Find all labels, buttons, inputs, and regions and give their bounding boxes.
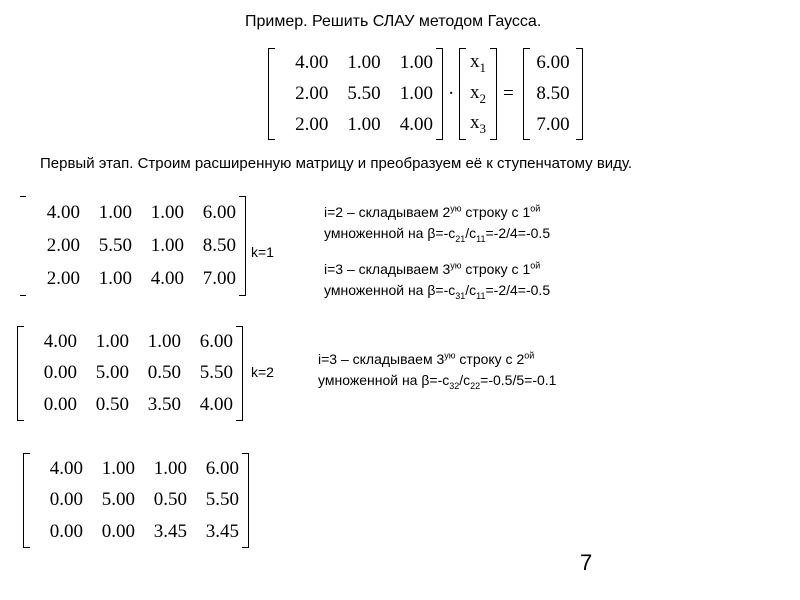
matrix-cell: 0.00 <box>49 489 83 511</box>
matrix-cell: 4.00 <box>199 394 233 416</box>
matrix-cell: 5.50 <box>98 234 132 256</box>
matrix-cell: 0.00 <box>101 521 135 543</box>
matrix-cell: 5.00 <box>95 362 129 384</box>
note-k2-i3: i=3 – складываем $3^{ую}$ строку с $2^{ой}$ умноженной на $\beta=-c_{32}/c_{22}=-0.5/5=-0.1$ <box>318 350 557 391</box>
matrix-cell: 5.50 <box>205 489 239 511</box>
matrix-cell: 4.00 <box>295 52 329 74</box>
matrix-cell: 7.00 <box>202 268 236 290</box>
matrix-cell: 1.00 <box>150 201 184 223</box>
matrix-cell: 1.00 <box>399 52 433 74</box>
matrix-cell: 1.00 <box>399 82 433 104</box>
step-label-k2: k=2 <box>251 364 274 380</box>
matrix-cell: 0.00 <box>49 521 83 543</box>
matrix-cell: 4.00 <box>150 268 184 290</box>
matrix-cell: 0.50 <box>153 489 187 511</box>
matrix-cell: 1.00 <box>95 330 129 352</box>
matrix-cell: 1.00 <box>101 457 135 479</box>
matrix-cell: 1.00 <box>150 234 184 256</box>
matrix-cell: 0.00 <box>43 362 77 384</box>
equals-sign: = <box>503 83 514 104</box>
coefficient-matrix <box>268 48 443 140</box>
unknown-x3: $x_3$ <box>470 112 486 137</box>
matrix-cell: 4.00 <box>46 201 80 223</box>
matrix-cell: 4.00 <box>49 457 83 479</box>
vector-cell: 6.00 <box>536 52 570 74</box>
rhs-vector <box>523 48 583 140</box>
unknowns-vector <box>459 48 497 140</box>
matrix-cell: 3.45 <box>153 521 187 543</box>
augmented-matrix-final <box>23 453 249 548</box>
matrix-cell: 3.45 <box>205 521 239 543</box>
matrix-cell: 2.00 <box>46 268 80 290</box>
matrix-cell: 4.00 <box>43 330 77 352</box>
vector-cell: 7.00 <box>536 113 570 135</box>
matrix-cell: 1.00 <box>98 268 132 290</box>
matrix-cell: 3.50 <box>147 394 181 416</box>
matrix-cell: 8.50 <box>202 234 236 256</box>
page-title: Пример. Решить СЛАУ методом Гаусса. <box>245 13 542 30</box>
multiply-dot: · <box>448 83 455 104</box>
matrix-cell: 2.00 <box>295 113 329 135</box>
matrix-cell: 1.00 <box>98 201 132 223</box>
step-label-k1: k=1 <box>251 244 274 260</box>
augmented-matrix-k2 <box>17 326 243 421</box>
page-number: 7 <box>580 550 593 575</box>
matrix-cell: 1.00 <box>147 330 181 352</box>
augmented-matrix-k1 <box>20 196 246 296</box>
unknown-x1: $x_1$ <box>470 50 486 75</box>
matrix-cell: 1.00 <box>347 52 381 74</box>
matrix-cell: 5.00 <box>101 489 135 511</box>
vector-cell: 8.50 <box>536 82 570 104</box>
matrix-cell: 4.00 <box>399 113 433 135</box>
matrix-cell: 1.00 <box>347 113 381 135</box>
step-description: Первый этап. Строим расширенную матрицу и преобразуем её к ступенчатому виду. <box>40 155 633 172</box>
matrix-cell: 5.50 <box>347 82 381 104</box>
matrix-cell: 6.00 <box>202 201 236 223</box>
matrix-cell: 1.00 <box>153 457 187 479</box>
matrix-cell: 2.00 <box>295 82 329 104</box>
unknown-x2: $x_2$ <box>470 81 486 106</box>
note-k1-i3: i=3 – складываем $3^{ую}$ строку с $1^{ой}$ умноженной на $\beta=-c_{31}/c_{11}=-2/4=-0.5$ <box>324 260 551 301</box>
matrix-cell: 5.50 <box>199 362 233 384</box>
matrix-cell: 0.50 <box>147 362 181 384</box>
note-k1-i2: i=2 – складываем $2^{ую}$ строку с $1^{ой}$ умноженной на $\beta=-c_{21}/c_{11}=-2/4=-0.5$ <box>324 203 551 244</box>
matrix-cell: 6.00 <box>199 330 233 352</box>
matrix-cell: 6.00 <box>205 457 239 479</box>
matrix-cell: 0.00 <box>43 394 77 416</box>
matrix-cell: 2.00 <box>46 234 80 256</box>
matrix-cell: 0.50 <box>95 394 129 416</box>
